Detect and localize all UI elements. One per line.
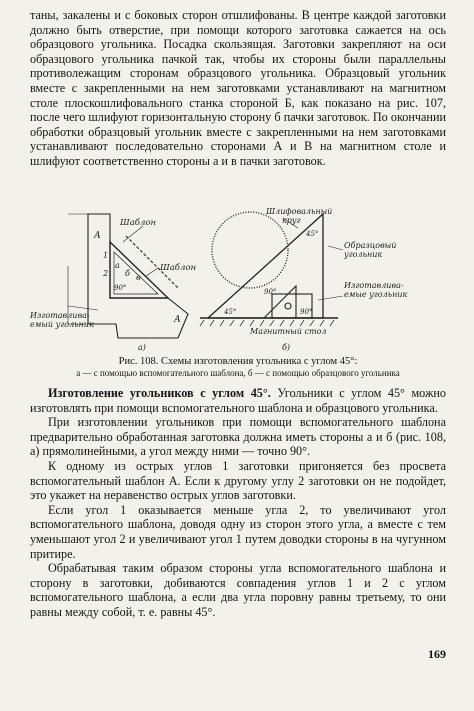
label-workpiece-1: Изготавлива-: [30, 311, 90, 320]
label-a: а: [115, 261, 120, 270]
label-90-1: 90°: [264, 288, 277, 296]
label-sub-a: а): [138, 343, 146, 352]
label-ref-1: Образцовый: [344, 241, 397, 250]
page-number: 169: [428, 647, 446, 661]
label-ref-2: угольник: [344, 250, 383, 259]
caption-title: Рис. 108. Схемы изготовления угольника с углом 45°:: [118, 356, 358, 367]
section-title-rest: Угольники с углом 45° можно изготовлять при помощи вспомогательного шаблона и образцового угольника.: [30, 386, 446, 415]
paragraph-2: К одному из острых углов 1 заготовки пригоняется без просвета вспомогательный шаблон А. Если к другому углу 2 заготовки он не подойдет, это укажет на неравенство острых углов заготовки.: [30, 458, 446, 503]
label-template: Шаблон: [120, 218, 157, 228]
label-made-1: Изготавлива-: [344, 281, 404, 290]
label-A-top: А: [94, 231, 101, 241]
label-A-bottom: А: [174, 315, 181, 325]
paragraph-4: Обрабатывая таким образом стороны угла вспомогательного шаблона и сторону в заготовки, добиваются совпадения углов 1 и 2 с углом вспомогательного шаблона, а если два угла поровну равны третьему, то они равны между собой, т. е. равны 45°.: [30, 561, 446, 619]
label-b: б: [125, 269, 130, 278]
figure-b: [200, 212, 343, 326]
label-wheel-2: круг: [282, 216, 301, 225]
paragraph-3: Если угол 1 оказывается меньше угла 2, то увеличивают угол вспомогательного шаблона, доводя одну из сторон этого угла, а вместе с тем уменьшают угол 2 и увеличивают угол 1 путем доводки стороны в на чугунном притире.: [30, 502, 446, 561]
label-45-top: 45°: [306, 230, 319, 238]
figure-caption: [30, 356, 446, 378]
figure-108: [28, 206, 448, 356]
intro-text: [30, 8, 446, 169]
section-paragraph: [30, 386, 446, 415]
label-workpiece-2: емый угольник: [30, 320, 94, 329]
main-text: [30, 386, 446, 620]
section-title: Изготовление угольников с углом 45°.: [48, 386, 271, 400]
label-90: 90°: [114, 284, 127, 292]
label-45-bottom: 45°: [224, 308, 237, 316]
label-sub-b: б): [282, 343, 291, 352]
label-wheel-1: Шлифовальный: [266, 207, 333, 216]
label-2: 2: [103, 269, 109, 278]
label-template-2: Шаблон: [160, 263, 197, 273]
label-v: в: [136, 273, 141, 282]
label-90-2: 90°: [300, 308, 313, 316]
paragraph-1: При изготовлении угольников при помощи вспомогательного шаблона предварительно обработанная заготовка должна иметь стороны а и б (рис. 108, а) прямолинейными, а угол между ними — точно 90°.: [30, 415, 446, 459]
caption-subtitle: а — с помощью вспомогательного шаблона, б — с помощью образцового угольника: [76, 368, 400, 378]
label-1: 1: [103, 251, 109, 260]
intro-paragraph: таны, закалены и с боковых сторон отшлифованы. В центре каждой заготовки должно быть отверстие, при помощи которого заготовка сажается на ось образцового угольника. Посадка скользящая. Заготовки закрепляют на оси образцового угольника пачкой так, чтобы их стороны были параллельны противолежащим сторонам образцового угольника. Образцовый угольник вместе с закрепленными на нем заготовками устанавливают на магнитном столе плоскошлифовального станка стороной Б, как показано на рис. 107, после чего шлифуют горизонтальную сторону б пачки заготовок. По окончании обработки образцовый угольник вместе с закрепленными на нем заготовками устанавливают последовательно сторонами А и В на магнитном столе и шлифуют соответственно стороны а и в пачки заготовок.: [30, 8, 446, 168]
grinding-wheel: [212, 212, 288, 288]
label-made-2: емые угольник: [344, 290, 408, 299]
label-table: Магнитный стол: [250, 327, 327, 336]
